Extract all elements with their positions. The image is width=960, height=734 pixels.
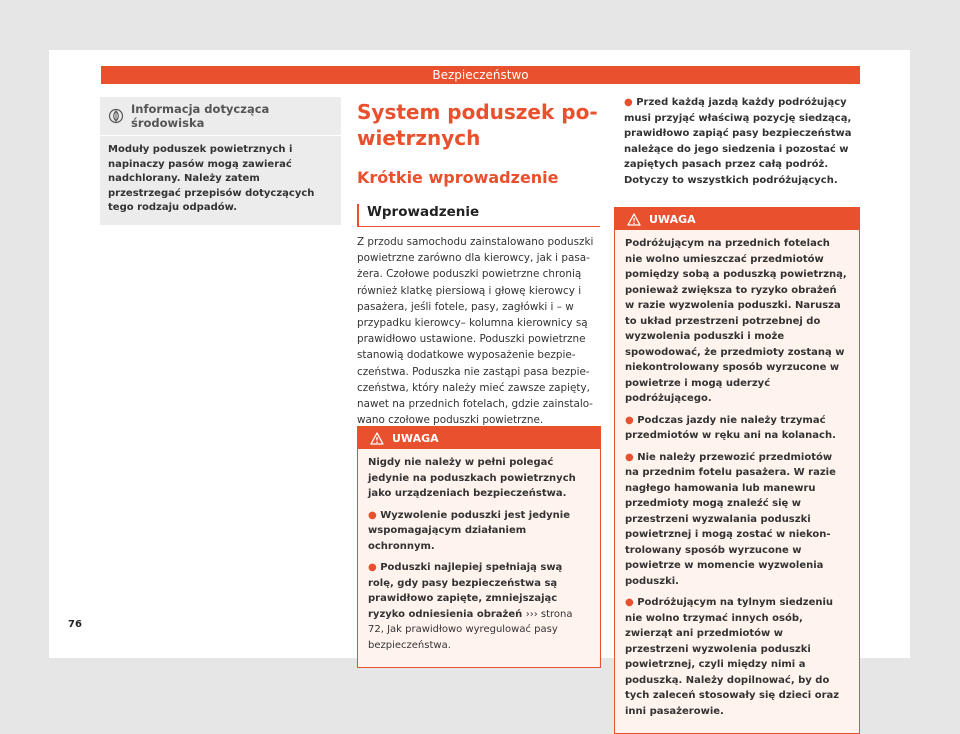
list-item [625, 413, 849, 444]
bullet-icon: ● [368, 509, 377, 521]
warning-lead-2: Podróżującym na przednich fotelach nie wolno umieszczać przedmiotów pomiędzy sobą a poduszką powietrzną, ponieważ zwiększa to ryzyko obrażeń w razie wyzwolenia poduszki. Narusza to układ przestrzeni potrzebnej do wyzwolenia poduszki i może spowodować, że przedmioty zostaną w niekontrolowany sposób wyrzucone w powietrze i mogą uderzyć podróżującego. [625, 238, 847, 404]
bullet-text: Poduszki najlepiej spełniają swą rolę, gdy pasy bezpieczeństwa są prawidłowo zapięte, zmniejszając ryzyko odniesienia obrażeń [368, 562, 563, 620]
warning-header-2 [615, 208, 859, 230]
bullet-text: Podróżującym na tylnym siedzeniu nie wolno trzymać innych osób, zwierząt ani przedmiotów w przestrzeni wyzwolenia poduszki powietrznej, czyli między nimi a poduszką. Należy dopilnować, by do tych zaleceń stosowały się dzieci oraz inni pasażerowie. [625, 597, 840, 717]
warning-triangle-icon [370, 432, 384, 445]
section-heading: Wprowadzenie [357, 204, 600, 227]
environment-text: Moduły poduszek powietrznych i napinaczy pasów mogą zawierać nadchlorany. Należy zatem przestrzegać przepisów dotyczących tego rodzaju odpadów. [108, 144, 315, 213]
warning-body-1 [358, 449, 600, 667]
intro-paragraph: Z przodu samochodu zainstalowano poduszki powietrzne zarówno dla kierowcy, jak i pasażera. Czołowe poduszki powietrzne chronią również klatkę piersiową i głowę kierowcy i pasażera, jeśli fotele, pasy, zagłówki i – w przypadku kierowcy– kolumna kierownicy są prawidłowo ustawione. Poduszki powietrzne stanowią dodatkowe wyposażenie bezpieczeństwa. Poduszka nie zastąpi pasa bezpieczeństwa, który należy mieć zawsze zapięty, nawet na przednich fotelach, gdzie zainstalowano czołowe poduszki powietrzne. [357, 236, 594, 427]
bullet-icon: ● [368, 562, 377, 573]
page-header: Bezpieczeństwo [101, 66, 860, 84]
list-item [368, 508, 590, 555]
bullet-text: Wyzwolenie poduszki jest jedynie wspomagającym działaniem ochronnym. [368, 509, 570, 552]
page-number: 76 [68, 619, 82, 630]
bullet-text: Podczas jazdy nie należy trzymać przedmiotów w ręku ani na kolanach. [625, 414, 836, 441]
environment-heading-text: Informacja dotycząca środowiska [131, 102, 270, 130]
right-top-bullet [614, 95, 858, 188]
warning-lead-1: Nigdy nie należy w pełni polegać jedynie na poduszkach powietrznych jako urządzeniach bezpieczeństwa. [368, 457, 576, 499]
warning-body-2 [615, 230, 859, 733]
warning-label-2: UWAGA [649, 212, 696, 226]
bullet-icon: ● [625, 414, 634, 426]
page-title: System poduszek powietrznych [357, 100, 598, 150]
list-item [368, 560, 590, 653]
warning-label-1: UWAGA [392, 431, 439, 445]
page-subtitle: Krótkie wprowadzenie [357, 168, 559, 187]
list-item [625, 595, 849, 719]
bullet-icon: ● [624, 97, 633, 108]
bullet-text: Przed każdą jazdą każdy podróżujący musi przyjąć właściwą pozycję siedzącą, prawidłowo zapiąć pasy bezpieczeństwa należące do jego siedzenia i pozostać w zapiętych pasach przez całą podróż. Dotyczy to wszystkich podróżujących. [624, 97, 852, 186]
bullet-icon: ● [625, 451, 634, 463]
leaf-icon [108, 108, 124, 124]
environment-heading [100, 97, 341, 136]
warning-header-1 [358, 427, 600, 449]
warning-box-1 [357, 426, 601, 668]
warning-box-2 [614, 207, 860, 734]
list-item [625, 450, 849, 590]
environment-box [100, 97, 341, 225]
page-reference-link[interactable]: ››› strona 72, Jak prawidłowo wyregulować pasy bezpieczeństwa. [368, 608, 573, 651]
bullet-icon: ● [625, 597, 634, 608]
warning-triangle-icon [627, 213, 641, 226]
bullet-text: Nie należy przewozić przedmiotów na przednim fotelu pasażera. W razie nagłego hamowania lub manewru przedmioty mogą znaleźć się w przestrzeni wyzwalania poduszki powietrznej i mogą zostać w niekontrolowany sposób wyrzucone w powietrze w momencie wyzwolenia poduszki. [625, 451, 836, 587]
